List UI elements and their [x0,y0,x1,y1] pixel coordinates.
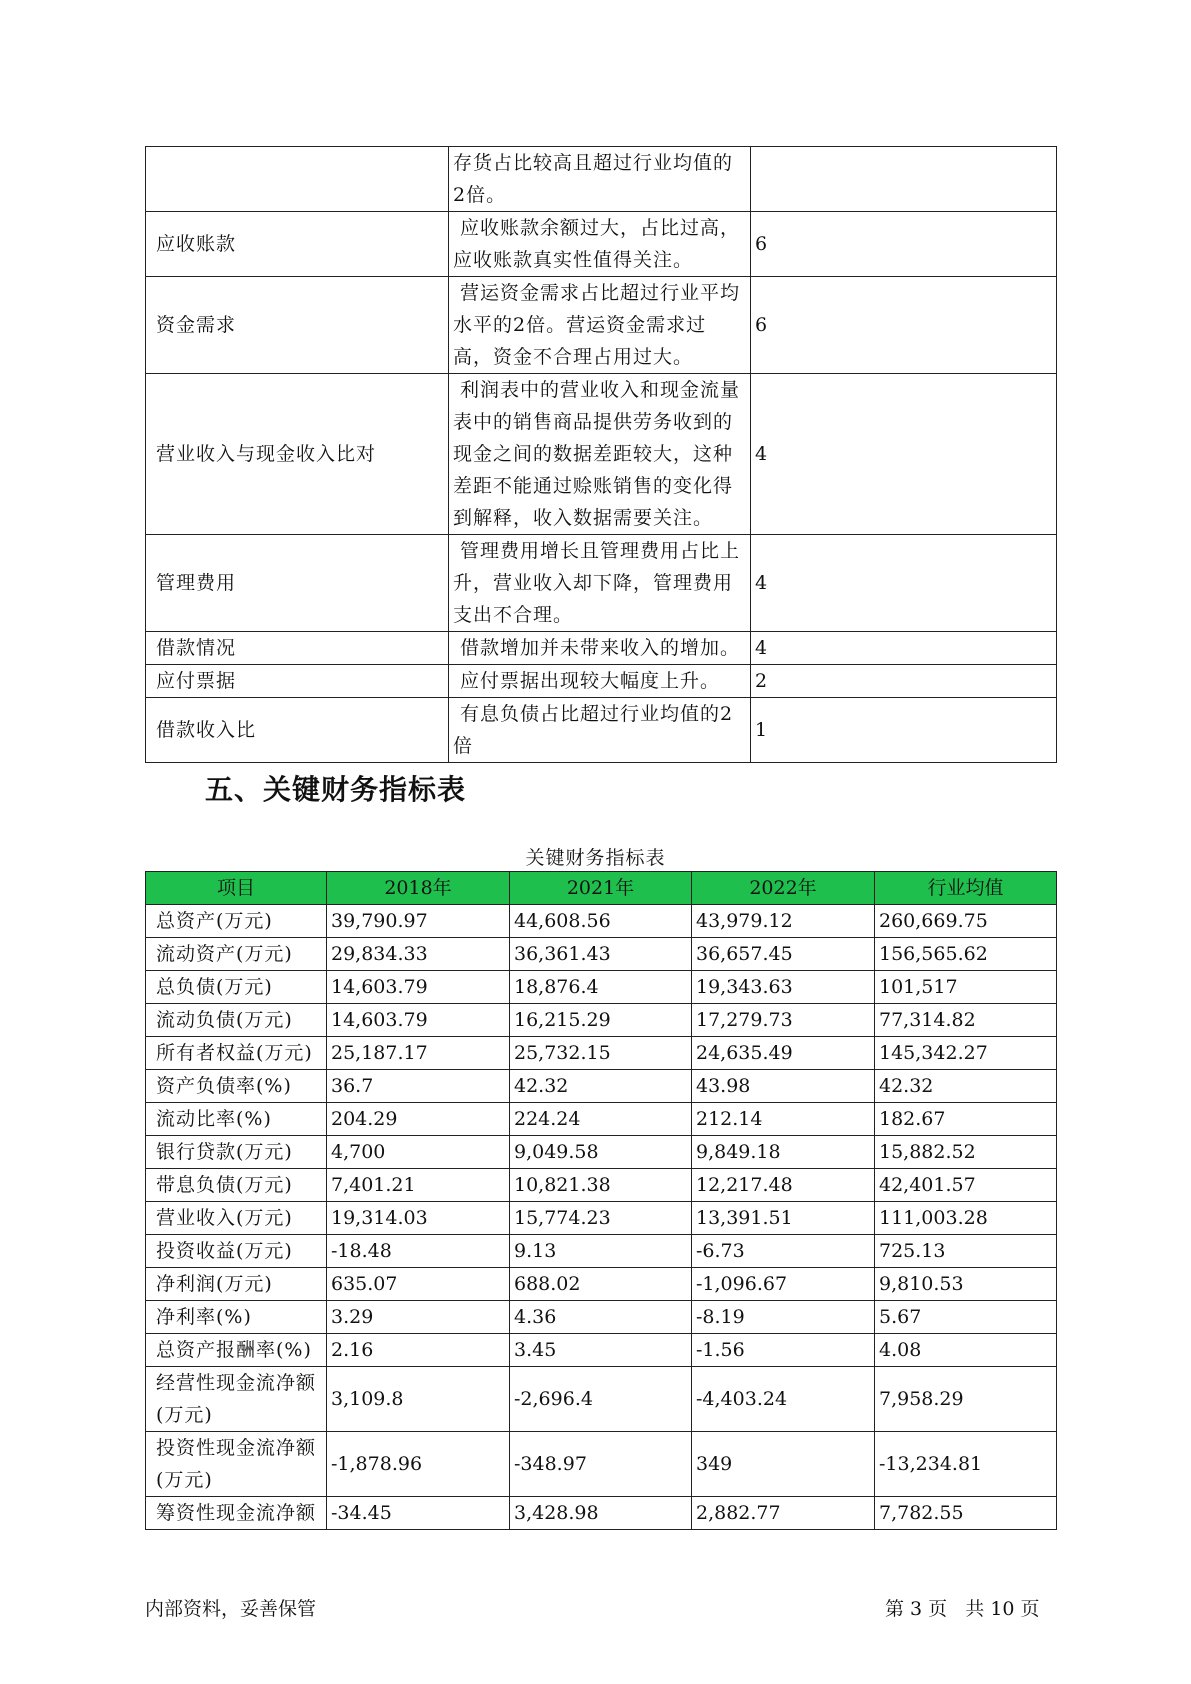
table-cell: 9,849.18 [692,1136,875,1169]
table-row [146,1103,1057,1136]
table-row [146,1432,1057,1497]
row-label: 投资性现金流净额(万元) [146,1432,327,1497]
column-header: 行业均值 [875,872,1057,905]
table-cell: 2,882.77 [692,1497,875,1530]
table-row [146,374,1057,535]
risk-score: 6 [751,277,1057,374]
risk-item-label: 管理费用 [146,535,449,632]
table-cell: 260,669.75 [875,905,1057,938]
table-cell: 25,732.15 [510,1037,692,1070]
table-cell: 3.45 [510,1334,692,1367]
risk-item-label: 资金需求 [146,277,449,374]
risk-item-label: 借款收入比 [146,698,449,763]
risk-description: 借款增加并未带来收入的增加。 [449,632,751,665]
risk-item-label [146,147,449,212]
table-cell: 9,810.53 [875,1268,1057,1301]
table-cell: -6.73 [692,1235,875,1268]
table-cell: 14,603.79 [327,971,510,1004]
table-cell: -1,878.96 [327,1432,510,1497]
table-row [146,1169,1057,1202]
row-label: 总负债(万元) [146,971,327,1004]
table-cell: 9.13 [510,1235,692,1268]
risk-score: 2 [751,665,1057,698]
row-label: 银行贷款(万元) [146,1136,327,1169]
table-cell: 4.08 [875,1334,1057,1367]
table-cell: 7,782.55 [875,1497,1057,1530]
row-label: 资产负债率(%) [146,1070,327,1103]
table-cell: -1,096.67 [692,1268,875,1301]
table-cell: 19,343.63 [692,971,875,1004]
risk-item-label: 营业收入与现金收入比对 [146,374,449,535]
table-header-row [146,872,1057,905]
row-label: 带息负债(万元) [146,1169,327,1202]
row-label: 流动比率(%) [146,1103,327,1136]
table-row [146,905,1057,938]
row-label: 净利率(%) [146,1301,327,1334]
table-row [146,1497,1057,1530]
table-cell: -18.48 [327,1235,510,1268]
column-header: 项目 [146,872,327,905]
table-cell: 77,314.82 [875,1004,1057,1037]
risk-score: 4 [751,535,1057,632]
risk-score: 4 [751,632,1057,665]
table-row [146,1235,1057,1268]
table-row [146,277,1057,374]
risk-description: 利润表中的营业收入和现金流量表中的销售商品提供劳务收到的现金之间的数据差距较大，这种差距不能通过赊账销售的变化得到解释，收入数据需要关注。 [449,374,751,535]
risk-item-label: 应付票据 [146,665,449,698]
table-cell: 13,391.51 [692,1202,875,1235]
table-cell: 19,314.03 [327,1202,510,1235]
row-label: 投资收益(万元) [146,1235,327,1268]
table-cell: 3,428.98 [510,1497,692,1530]
table-cell: -2,696.4 [510,1367,692,1432]
table-cell: -1.56 [692,1334,875,1367]
table-row [146,665,1057,698]
table-cell: 101,517 [875,971,1057,1004]
column-header: 2022年 [692,872,875,905]
row-label: 总资产报酬率(%) [146,1334,327,1367]
risk-score: 4 [751,374,1057,535]
table-row [146,1070,1057,1103]
row-label: 总资产(万元) [146,905,327,938]
table-cell: 10,821.38 [510,1169,692,1202]
table-cell: 7,401.21 [327,1169,510,1202]
table-row [146,1301,1057,1334]
table-cell: 24,635.49 [692,1037,875,1070]
table-cell: 25,187.17 [327,1037,510,1070]
table-row [146,212,1057,277]
footer-page-number: 第 3 页 共 10 页 [885,1598,1040,1620]
table-cell: 16,215.29 [510,1004,692,1037]
table-cell: 204.29 [327,1103,510,1136]
table-cell: 3.29 [327,1301,510,1334]
table-cell: -13,234.81 [875,1432,1057,1497]
table-row [146,1202,1057,1235]
table-cell: 7,958.29 [875,1367,1057,1432]
table-row [146,938,1057,971]
table-row [146,632,1057,665]
section-title: 五、关键财务指标表 [205,773,467,806]
table-cell: -34.45 [327,1497,510,1530]
table-cell: 2.16 [327,1334,510,1367]
row-label: 所有者权益(万元) [146,1037,327,1070]
table-cell: 688.02 [510,1268,692,1301]
table-cell: 3,109.8 [327,1367,510,1432]
risk-description: 应收账款余额过大，占比过高，应收账款真实性值得关注。 [449,212,751,277]
row-label: 筹资性现金流净额 [146,1497,327,1530]
table-cell: 156,565.62 [875,938,1057,971]
column-header: 2021年 [510,872,692,905]
table-row [146,1136,1057,1169]
table-caption: 关键财务指标表 [525,847,666,869]
table-cell: 36,361.43 [510,938,692,971]
table-row [146,1367,1057,1432]
table-cell: 15,774.23 [510,1202,692,1235]
table-cell: 635.07 [327,1268,510,1301]
table-cell: 42,401.57 [875,1169,1057,1202]
table-row [146,1037,1057,1070]
row-label: 经营性现金流净额(万元) [146,1367,327,1432]
table-row [146,1268,1057,1301]
risk-indicator-table [145,146,1057,763]
table-cell: -4,403.24 [692,1367,875,1432]
table-cell: 36,657.45 [692,938,875,971]
row-label: 净利润(万元) [146,1268,327,1301]
table-cell: -348.97 [510,1432,692,1497]
risk-score: 6 [751,212,1057,277]
risk-description: 应付票据出现较大幅度上升。 [449,665,751,698]
table-cell: 5.67 [875,1301,1057,1334]
table-cell: 39,790.97 [327,905,510,938]
table-cell: 42.32 [875,1070,1057,1103]
table-cell: 725.13 [875,1235,1057,1268]
table-cell: 42.32 [510,1070,692,1103]
table-cell: 9,049.58 [510,1136,692,1169]
risk-description: 营运资金需求占比超过行业平均水平的2倍。营运资金需求过高，资金不合理占用过大。 [449,277,751,374]
table-cell: 36.7 [327,1070,510,1103]
risk-score [751,147,1057,212]
table-cell: 212.14 [692,1103,875,1136]
footer-confidential-note: 内部资料，妥善保管 [145,1598,317,1620]
table-cell: 145,342.27 [875,1037,1057,1070]
table-cell: 29,834.33 [327,938,510,971]
table-cell: 4.36 [510,1301,692,1334]
table-cell: 224.24 [510,1103,692,1136]
table-row [146,698,1057,763]
table-cell: 14,603.79 [327,1004,510,1037]
table-row [146,535,1057,632]
table-cell: 4,700 [327,1136,510,1169]
table-cell: 43.98 [692,1070,875,1103]
risk-item-label: 应收账款 [146,212,449,277]
table-cell: 111,003.28 [875,1202,1057,1235]
table-cell: -8.19 [692,1301,875,1334]
risk-description: 管理费用增长且管理费用占比上升，营业收入却下降，管理费用支出不合理。 [449,535,751,632]
table-cell: 182.67 [875,1103,1057,1136]
risk-item-label: 借款情况 [146,632,449,665]
key-financial-indicators-table [145,871,1057,1530]
table-cell: 349 [692,1432,875,1497]
risk-description: 存货占比较高且超过行业均值的2倍。 [449,147,751,212]
risk-score: 1 [751,698,1057,763]
table-row [146,1004,1057,1037]
risk-description: 有息负债占比超过行业均值的2倍 [449,698,751,763]
table-cell: 17,279.73 [692,1004,875,1037]
table-cell: 15,882.52 [875,1136,1057,1169]
row-label: 流动负债(万元) [146,1004,327,1037]
table-cell: 43,979.12 [692,905,875,938]
table-row [146,971,1057,1004]
row-label: 流动资产(万元) [146,938,327,971]
table-cell: 18,876.4 [510,971,692,1004]
column-header: 2018年 [327,872,510,905]
table-cell: 44,608.56 [510,905,692,938]
table-row [146,1334,1057,1367]
row-label: 营业收入(万元) [146,1202,327,1235]
table-cell: 12,217.48 [692,1169,875,1202]
table-row [146,147,1057,212]
